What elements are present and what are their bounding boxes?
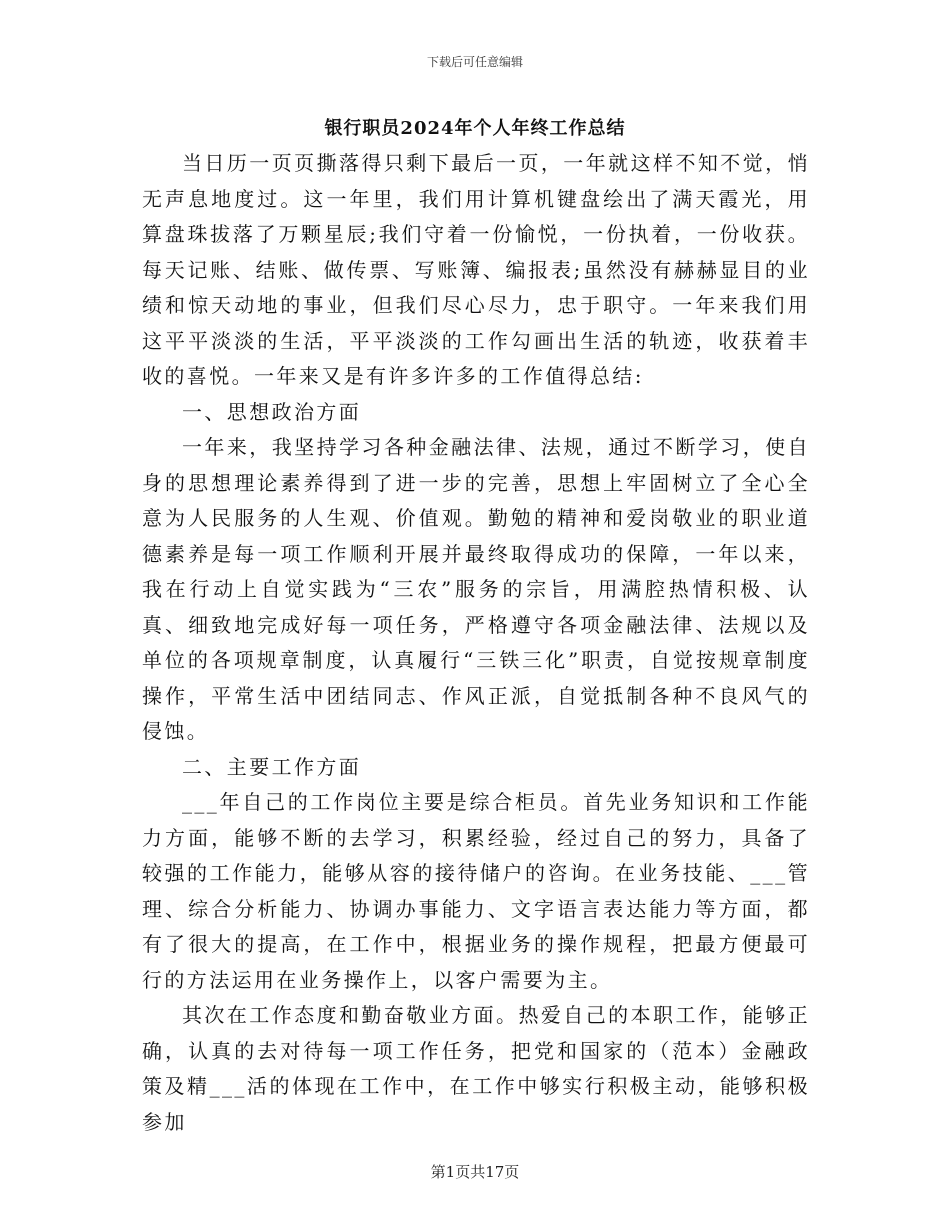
section-heading-work: 二、主要工作方面 bbox=[182, 754, 362, 779]
political-paragraph: 一年来，我坚持学习各种金融法律、法规，通过不断学习，使自身的思想理论素养得到了进一步的完善，思想上牢固树立了全心全意为人民服务的人生观、价值观。勤勉的精神和爱岗敬业的职业道德素养是每一项工作顺利开展并最终取得成功的保障，一年以来，我在行动上自觉实践为“三农”服务的宗旨，用满腔热情积极、认真、细致地完成好每一项任务，严格遵守各项金融法律、法规以及单位的各项规章制度，认真履行“三铁三化”职责，自觉按规章制度操作，平常生活中团结同志、作风正派，自觉抵制各种不良风气的侵蚀。 bbox=[142, 435, 810, 743]
header-note: 下载后可任意编辑 bbox=[426, 55, 523, 69]
attitude-paragraph: 其次在工作态度和勤奋敬业方面。热爱自己的本职工作，能够正确，认真的去对待每一项工作任务，把党和国家的（范本）金融政策及精___活的体现在工作中，在工作中够实行积极主动，能够积极参加 bbox=[142, 1003, 810, 1134]
document-body bbox=[142, 146, 810, 1140]
intro-paragraph: 当日历一页页撕落得只剩下最后一页，一年就这样不知不觉，悄无声息地度过。这一年里，我们用计算机键盘绘出了满天霞光，用算盘珠拔落了万颗星辰;我们守着一份愉悦，一份执着，一份收获。每天记账、结账、做传票、写账簿、编报表;虽然没有赫赫显目的业绩和惊天动地的事业，但我们尽心尽力，忠于职守。一年来我们用这平平淡淡的生活，平平淡淡的工作勾画出生活的轨迹，收获着丰收的喜悦。一年来又是有许多许多的工作值得总结: bbox=[142, 151, 810, 388]
work-paragraph: ___年自己的工作岗位主要是综合柜员。首先业务知识和工作能力方面，能够不断的去学习，积累经验，经过自己的努力，具备了较强的工作能力，能够从容的接待储户的咨询。在业务技能、___管理、综合分析能力、协调办事能力、文字语言表达能力等方面，都有了很大的提高，在工作中，根据业务的操作规程，把最方便最可行的方法运用在业务操作上，以客户需要为主。 bbox=[142, 790, 810, 992]
section-heading-political: 一、思想政治方面 bbox=[182, 399, 362, 424]
document-title: 银行职员2024年个人年终工作总结 bbox=[324, 118, 626, 139]
page-footer: 第1页共17页 bbox=[430, 1163, 520, 1181]
